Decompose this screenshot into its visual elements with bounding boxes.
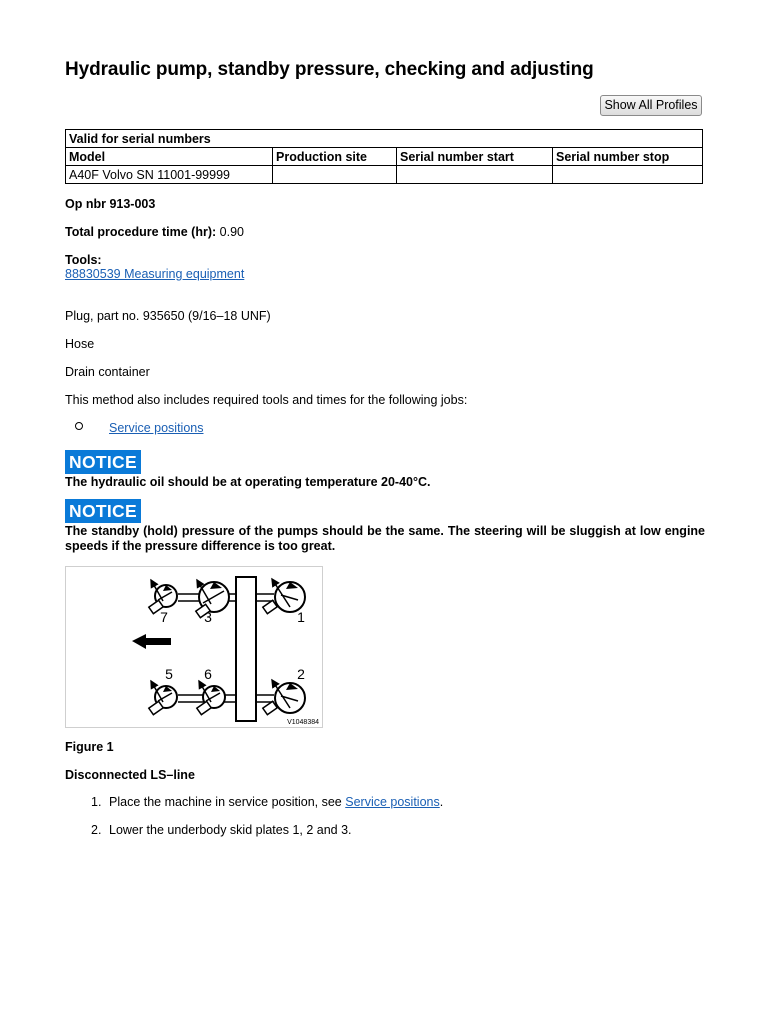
- tool-item: Plug, part no. 935650 (9/16–18 UNF): [65, 309, 271, 323]
- tools-measuring-link-line: [65, 267, 244, 281]
- op-number: Op nbr 913-003: [65, 197, 156, 211]
- figure-caption: Figure 1: [65, 740, 114, 754]
- pump-2: [263, 680, 305, 715]
- procedure-time-value: 0.90: [219, 225, 244, 239]
- table-cell: [273, 166, 397, 184]
- list-item: [65, 795, 443, 823]
- method-note: This method also includes required tools and times for the following jobs:: [65, 393, 468, 407]
- notice-badge: NOTICE: [65, 450, 141, 474]
- step-text: Place the machine in service position, see: [109, 795, 346, 809]
- pump-diagram: [66, 567, 322, 727]
- measuring-equipment-link[interactable]: 88830539 Measuring equipment: [65, 267, 245, 281]
- procedure-time-label: Total procedure time (hr):: [65, 225, 217, 239]
- tools-label: Tools:: [65, 253, 102, 267]
- circle-bullet-icon: [75, 422, 83, 430]
- table-row: [66, 166, 703, 184]
- pump-label: 7: [160, 609, 168, 625]
- job-list-item: [109, 421, 204, 435]
- column-header-production-site: Production site: [273, 148, 397, 166]
- tool-item: Drain container: [65, 365, 150, 379]
- section-heading: Disconnected LS–line: [65, 768, 195, 782]
- pump-label: 3: [204, 609, 212, 625]
- notice-text: The hydraulic oil should be at operating temperature 20-40°C.: [65, 475, 431, 489]
- step-number: 2.: [91, 823, 102, 837]
- pump-diagram-figure: [65, 566, 323, 728]
- pump-label: 5: [165, 666, 173, 682]
- list-item: [65, 823, 443, 851]
- table-cell: [553, 166, 703, 184]
- step-text: Lower the underbody skid plates 1, 2 and 3.: [109, 823, 352, 837]
- pump-label: 6: [204, 666, 212, 682]
- procedure-time: [65, 225, 244, 239]
- procedure-steps: [65, 795, 443, 851]
- manifold-block: [236, 577, 256, 721]
- pump-6: [197, 681, 225, 715]
- serial-number-table: [65, 129, 703, 184]
- notice-badge: NOTICE: [65, 499, 141, 523]
- pump-label: 2: [297, 666, 305, 682]
- serial-table-caption: Valid for serial numbers: [66, 130, 703, 148]
- step-text-end: .: [439, 795, 444, 809]
- tool-item: Hose: [65, 337, 95, 351]
- notice-text: The standby (hold) pressure of the pumps should be the same. The steering will be sluggish at low engine speeds if the pressure difference is too great.: [65, 524, 705, 553]
- table-cell: [397, 166, 553, 184]
- column-header-model: Model: [66, 148, 273, 166]
- show-all-profiles-button[interactable]: Show All Profiles: [600, 95, 702, 116]
- direction-arrow-icon: [132, 634, 171, 649]
- column-header-serial-stop: Serial number stop: [553, 148, 703, 166]
- table-cell: A40F Volvo SN 11001-99999: [66, 166, 273, 184]
- pump-label: 1: [297, 609, 305, 625]
- step-number: 1.: [91, 795, 102, 809]
- column-header-serial-start: Serial number start: [397, 148, 553, 166]
- page-title: Hydraulic pump, standby pressure, checking and adjusting: [65, 59, 594, 80]
- service-positions-link[interactable]: Service positions: [109, 421, 204, 435]
- pump-3: [196, 580, 229, 618]
- pump-5: [149, 681, 177, 715]
- pump-lines-bottom: [178, 695, 274, 702]
- figure-code: V1048384: [287, 719, 319, 726]
- service-positions-link[interactable]: Service positions: [345, 795, 440, 809]
